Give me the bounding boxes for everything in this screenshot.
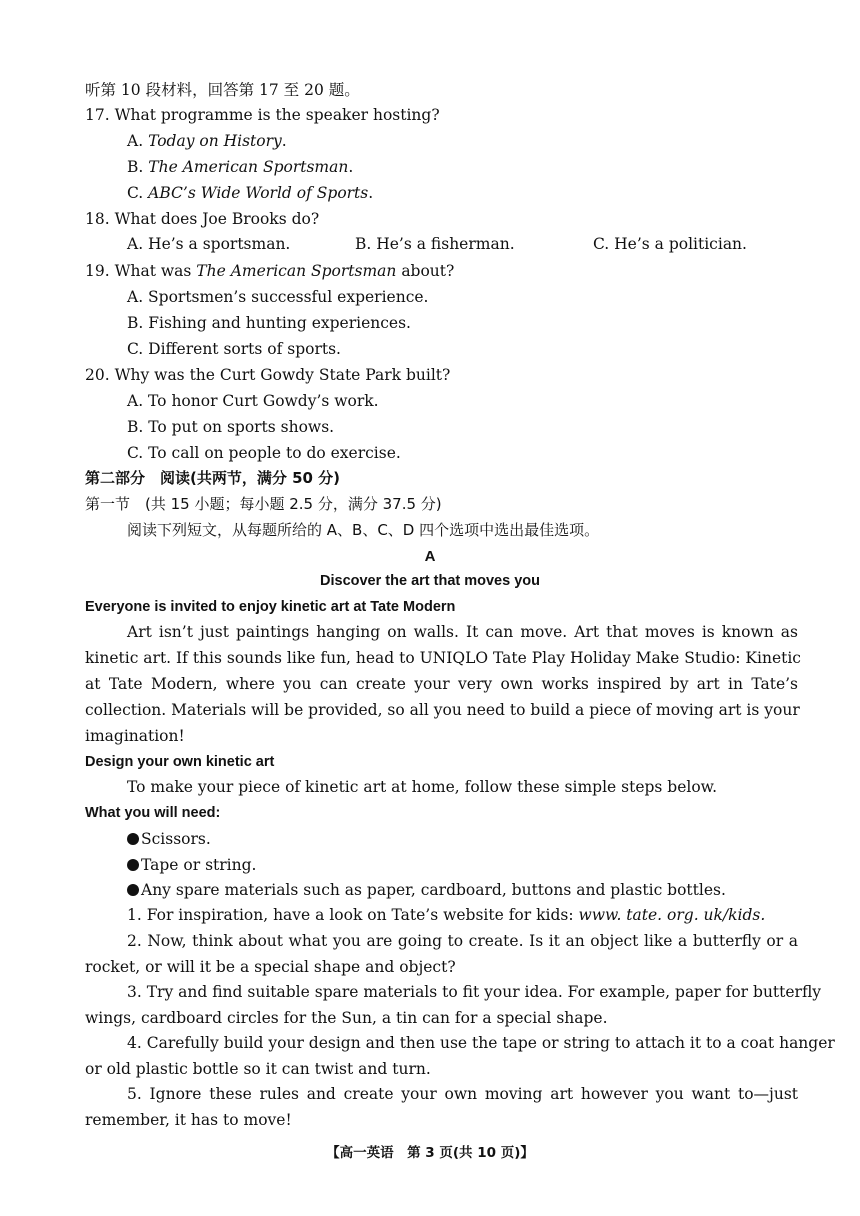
para2: To make your piece of kinetic art at home, follow these simple steps below.	[127, 778, 718, 796]
q17-c-text: ABC’s Wide World of Sports	[148, 184, 369, 202]
need-item	[127, 879, 726, 901]
need-item	[127, 854, 256, 876]
subhead-kinetic-art: Everyone is invited to enjoy kinetic art at Tate Modern	[85, 599, 456, 615]
subhead-needs: What you will need:	[85, 805, 221, 821]
reading-instruction: 阅读下列短文，从每题所给的 A、B、C、D 四个选项中选出最佳选项。	[127, 521, 600, 539]
step3-line2: wings, cardboard circles for the Sun, a tin can for a special shape.	[85, 1009, 608, 1027]
q18-option-a: A. He’s a sportsman.	[127, 235, 291, 253]
step4-line1: 4. Carefully build your design and then use the tape or string to attach it to a coat hanger	[127, 1034, 835, 1052]
para1-line2: kinetic art. If this sounds like fun, head to UNIQLO Tate Play Holiday Make Studio: Kinetic	[85, 649, 801, 667]
para1-line3: at Tate Modern, where you can create your very own works inspired by art in Tate’s	[85, 675, 798, 693]
bullet-icon	[127, 859, 139, 871]
step5-line2: remember, it has to move!	[85, 1111, 292, 1129]
q19-stem-pre: 19. What was	[85, 262, 192, 280]
q20-stem: 20. Why was the Curt Gowdy State Park built?	[85, 366, 451, 384]
q18-stem: 18. What does Joe Brooks do?	[85, 210, 320, 228]
q17-a-text: Today on History	[148, 132, 282, 150]
q18-option-c: C. He’s a politician.	[593, 235, 747, 253]
q17-option-c: C. ABC’s Wide World of Sports.	[127, 184, 374, 202]
step-1	[127, 904, 765, 926]
page-footer: 【高一英语 第 3 页(共 10 页)】	[326, 1145, 534, 1161]
q19-stem	[85, 260, 454, 282]
subhead-design: Design your own kinetic art	[85, 754, 275, 770]
step5-line1: 5. Ignore these rules and create your own moving art however you want to—just	[127, 1085, 798, 1103]
para1-line5: imagination!	[85, 727, 185, 745]
need-text: Scissors.	[141, 830, 211, 848]
q19-stem-post: about?	[401, 262, 455, 280]
passage-title: Discover the art that moves you	[320, 573, 540, 589]
q17-stem: 17. What programme is the speaker hosting?	[85, 106, 440, 124]
para1-line1: Art isn’t just paintings hanging on walls. It can move. Art that moves is known as	[127, 623, 798, 641]
need-text: Tape or string.	[141, 856, 257, 874]
step1-text: 1. For inspiration, have a look on Tate’s website for kids:	[127, 906, 574, 924]
q17-option-b: B. The American Sportsman.	[127, 158, 354, 176]
q20-option-a: A. To honor Curt Gowdy’s work.	[127, 392, 379, 410]
q17-c-label: C.	[127, 184, 144, 202]
passage-letter: A	[424, 548, 436, 565]
q19-stem-title: The American Sportsman	[196, 262, 397, 280]
q17-b-label: B.	[127, 158, 144, 176]
step1-url: www. tate. org. uk/kids.	[578, 906, 766, 924]
part-two-title: 第二部分 阅读(共两节，满分 50 分)	[85, 469, 341, 487]
q18-option-b: B. He’s a fisherman.	[355, 235, 515, 253]
need-item	[127, 828, 211, 850]
q19-option-b: B. Fishing and hunting experiences.	[127, 314, 411, 332]
q20-option-c: C. To call on people to do exercise.	[127, 444, 401, 462]
step3-line1: 3. Try and find suitable spare materials to fit your idea. For example, paper for butterfly	[127, 983, 822, 1001]
step2-line1: 2. Now, think about what you are going to create. Is it an object like a butterfly or a	[127, 932, 798, 950]
q17-b-text: The American Sportsman	[148, 158, 349, 176]
listening-instruction: 听第 10 段材料，回答第 17 至 20 题。	[85, 81, 360, 99]
q17-option-a: A. Today on History.	[127, 132, 287, 150]
bullet-icon	[127, 884, 139, 896]
q19-option-c: C. Different sorts of sports.	[127, 340, 341, 358]
step4-line2: or old plastic bottle so it can twist and turn.	[85, 1060, 431, 1078]
q17-a-label: A.	[127, 132, 144, 150]
q20-option-b: B. To put on sports shows.	[127, 418, 335, 436]
q19-option-a: A. Sportsmen’s successful experience.	[127, 288, 429, 306]
para1-line4: collection. Materials will be provided, so all you need to build a piece of moving art is your	[85, 701, 800, 719]
section-one-title: 第一节 (共 15 小题；每小题 2.5 分，满分 37.5 分)	[85, 495, 442, 513]
step2-line2: rocket, or will it be a special shape and object?	[85, 958, 456, 976]
bullet-icon	[127, 833, 139, 845]
need-text: Any spare materials such as paper, cardboard, buttons and plastic bottles.	[141, 881, 726, 899]
